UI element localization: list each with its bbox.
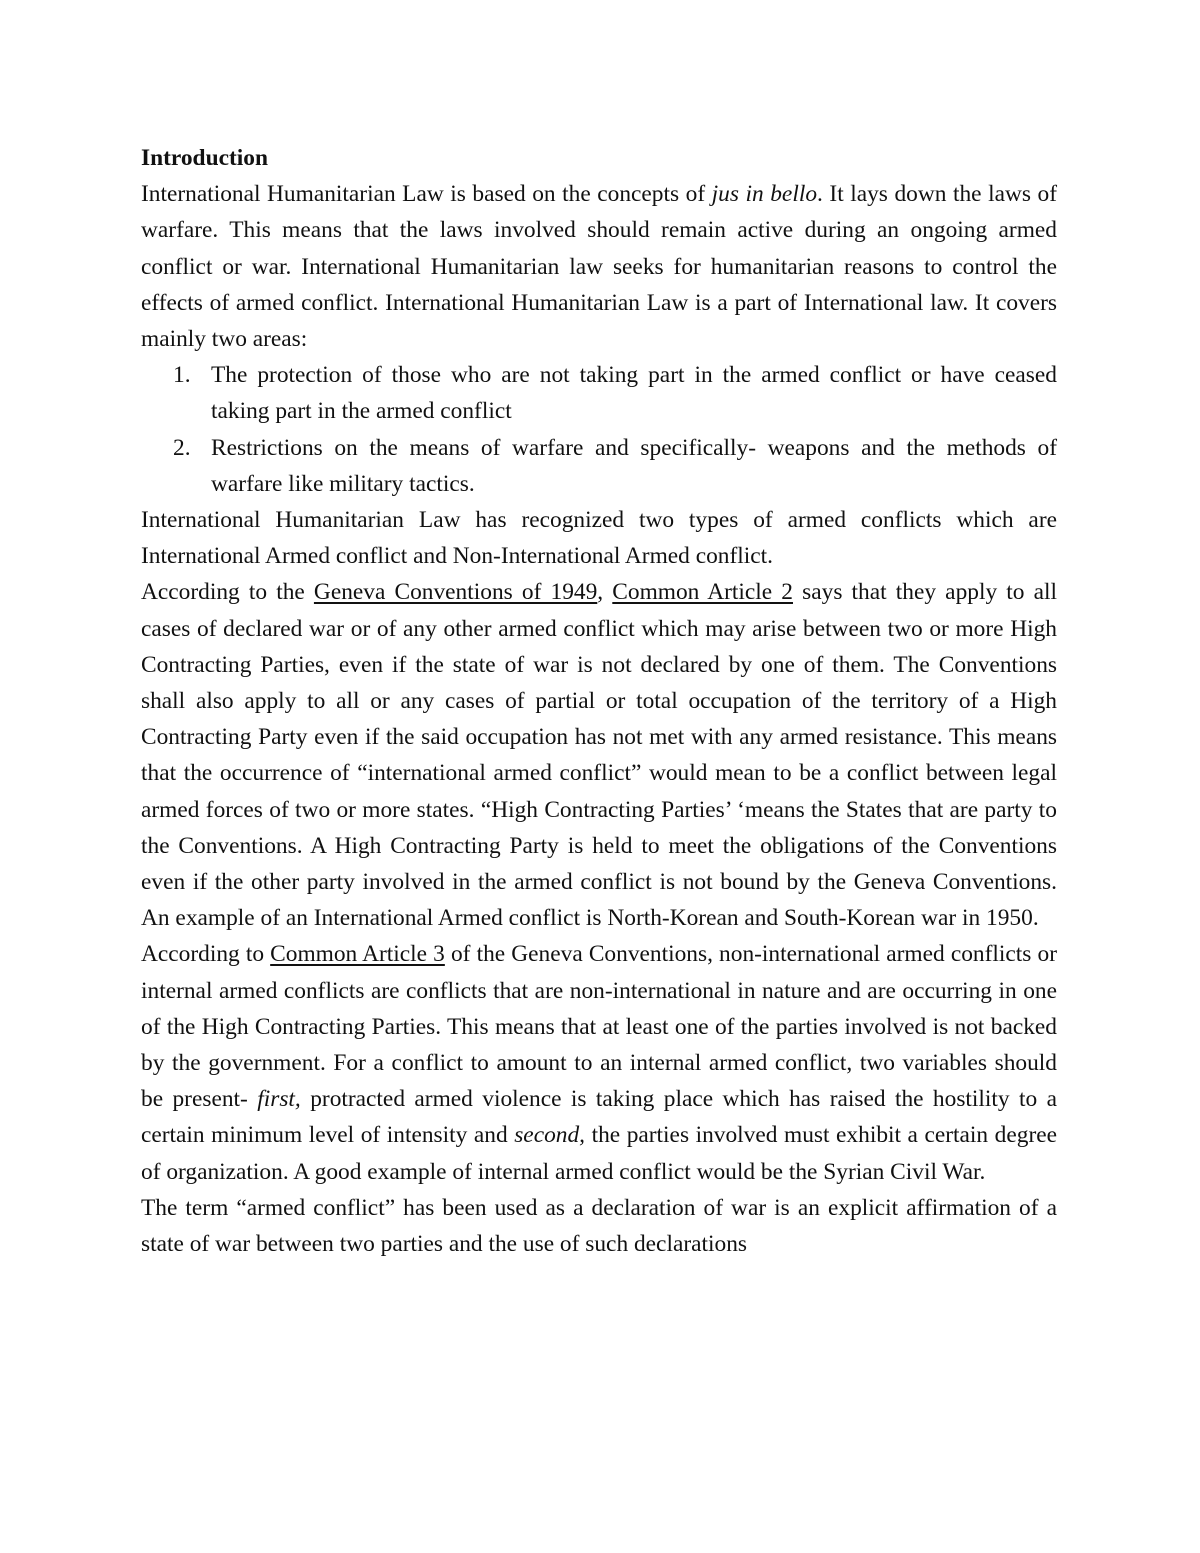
link-common-article-2[interactable]: Common Article 2 (612, 579, 793, 606)
numbered-list (141, 357, 1057, 502)
list-number: 2. (173, 434, 191, 461)
text-span: International Humanitarian Law is based on the concepts of (141, 181, 712, 208)
section-heading: Introduction (141, 145, 268, 171)
list-number: 1. (173, 362, 191, 389)
list-item (141, 430, 1057, 502)
paragraph-article-2 (141, 574, 1057, 936)
list-item-text: Restrictions on the means of warfare and specifically- weapons and the methods of warfare like military tactics. (211, 434, 1057, 497)
list-item (141, 357, 1057, 429)
italic-term-jus-in-bello: jus in bello (711, 181, 818, 208)
text-span: . It lays down the laws of warfare. This means that the laws involved should remain active during an ongoing armed conflict or war. International Humanitarian law seeks for humanitarian reasons to control the effects of armed conflict. International Humanitarian Law is a part of International law. It covers mainly two areas: (141, 181, 1057, 353)
list-item-text: The protection of those who are not taking part in the armed conflict or have ceased taking part in the armed conflict (211, 362, 1057, 425)
paragraph-armed-conflict-term: The term “armed conflict” has been used as a declaration of war is an explicit affirmation of a state of war between two parties and the use of such declarations (141, 1194, 1057, 1258)
italic-term-first: first, (257, 1086, 301, 1113)
text-span: According to the (141, 579, 314, 606)
link-geneva-conventions-1949[interactable]: Geneva Conventions of 1949 (313, 579, 598, 606)
paragraph-intro (141, 176, 1057, 357)
paragraph-types: International Humanitarian Law has recognized two types of armed conflicts which are International Armed conflict and Non-International Armed conflict. (141, 507, 1057, 570)
text-span: According to (141, 941, 271, 968)
text-span: says that they apply to all cases of declared war or of any other armed conflict which may arise between two or more High Contracting Parties, even if the state of war is not declared by one of them. The Conventions shall also apply to all or any cases of partial or total occupation of the territory of a High Contracting Party even if the said occupation has not met with any armed resistance. This means that the occurrence of “international armed conflict” would mean to be a conflict between legal armed forces of two or more states. “High Contracting Parties’ ‘means the States that are party to the Conventions. A High Contracting Party is held to meet the obligations of the Conventions even if the other party involved in the armed conflict is not bound by the Geneva Conventions. An example of an International Armed conflict is North-Korean and South-Korean war in 1950. (141, 579, 1057, 932)
italic-term-second: second, (514, 1122, 586, 1149)
text-span: protracted armed violence is taking place which has raised the hostility to a certain minimum level of intensity and (141, 1086, 1057, 1149)
text-span: of the Geneva Conventions, non-international armed conflicts or internal armed conflicts are conflicts that are non-international in nature and are occurring in one of the High Contracting Parties. This means that at least one of the parties involved is not backed by the government. For a conflict to amount to an internal armed conflict, two variables should be present- (141, 941, 1057, 1113)
document-page (141, 140, 1057, 1262)
text-span: , (597, 579, 613, 606)
text-span: the parties involved must exhibit a certain degree of organization. A good example of internal armed conflict would be the Syrian Civil War. (141, 1122, 1058, 1185)
paragraph-article-3 (141, 936, 1057, 1189)
link-common-article-3[interactable]: Common Article 3 (270, 941, 445, 968)
